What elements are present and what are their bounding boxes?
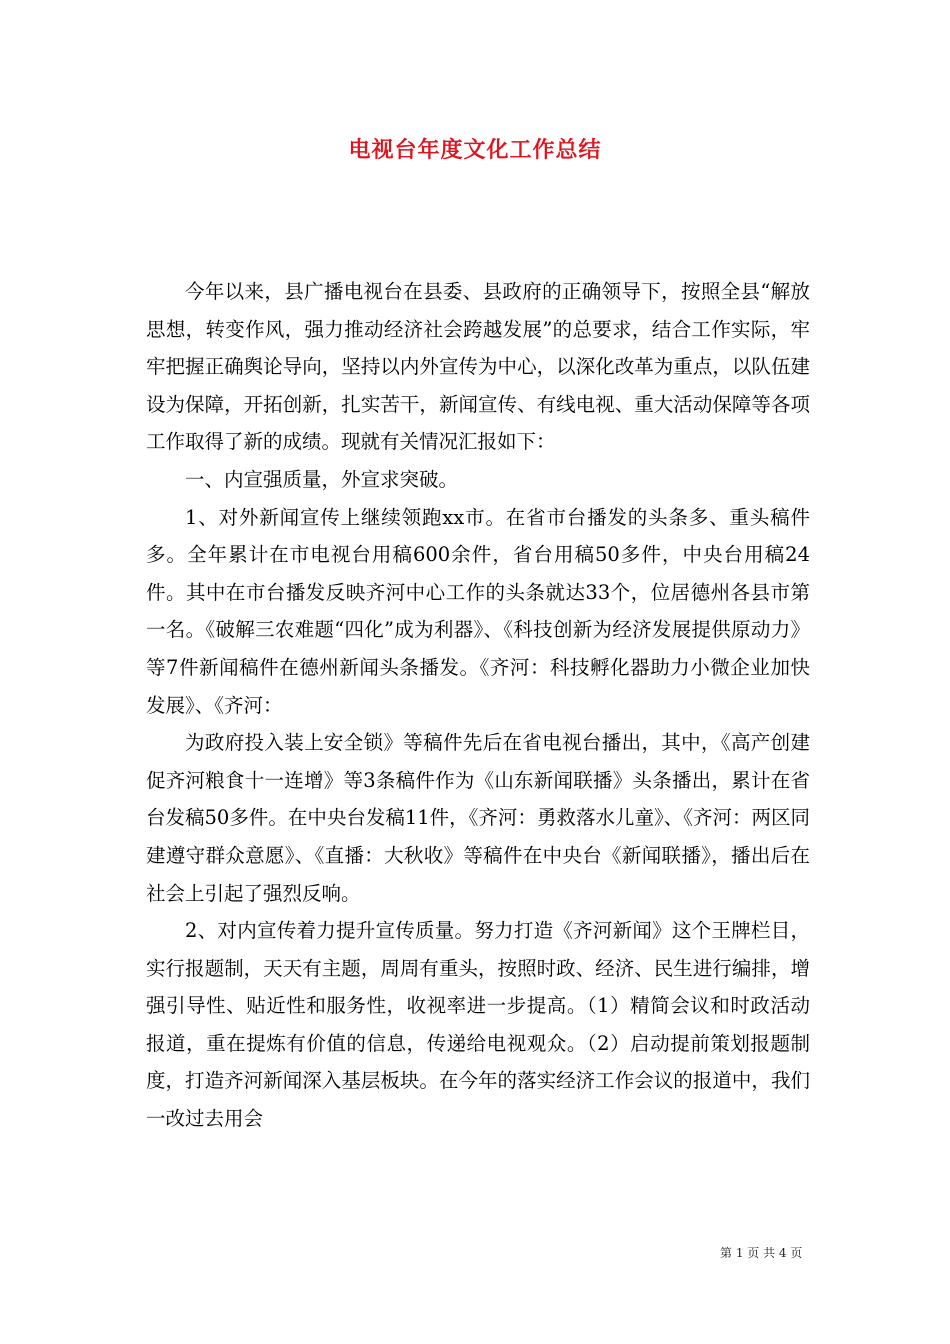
paragraph-section-heading: 一、内宣强质量，外宣求突破。	[185, 467, 459, 491]
document-body	[146, 273, 810, 1138]
paragraph-provincial-broadcast: 为政府投入装上安全锁》等稿件先后在省电视台播出，其中，《高产创建促齐河粮食十一连增》等3条稿件作为《山东新闻联播》头条播出，累计在省台发稿50多件。在中央台发稿11件，《齐河：勇救落水儿童》、《齐河：两区同建遵守群众意愿》、《直播：大秋收》等稿件在中央台《新闻联播》，播出后在社会上引起了强烈反响。	[146, 731, 810, 905]
paragraph-external-publicity: 1、对外新闻宣传上继续领跑xx市。在省市台播发的头条多、重头稿件多。全年累计在市电视台用稿600余件，省台用稿50多件，中央台用稿24件。其中在市台播发反映齐河中心工作的头条就达33个，位居德州各县市第一名。《破解三农难题“四化”成为利器》、《科技创新为经济发展提供原动力》等7件新闻稿件在德州新闻头条播发。《齐河：科技孵化器助力小微企业加快发展》、《齐河：	[146, 505, 810, 717]
document-title: 电视台年度文化工作总结	[348, 137, 602, 163]
paragraph-internal-publicity: 2、对内宣传着力提升宣传质量。努力打造《齐河新闻》这个王牌栏目，实行报题制，天天有主题，周周有重头，按照时政、经济、民生进行编排，增强引导性、贴近性和服务性，收视率进一步提高。（1）精简会议和时政活动报道，重在提炼有价值的信息，传递给电视观众。（2）启动提前策划报题制度，打造齐河新闻深入基层板块。在今年的落实经济工作会议的报道中，我们一改过去用会	[146, 919, 810, 1131]
page-number-footer: 第 1 页 共 4 页	[720, 1246, 803, 1260]
paragraph-intro: 今年以来，县广播电视台在县委、县政府的正确领导下，按照全县“解放思想，转变作风，强力推动经济社会跨越发展”的总要求，结合工作实际，牢牢把握正确舆论导向，坚持以内外宣传为中心，以深化改革为重点，以队伍建设为保障，开拓创新，扎实苦干，新闻宣传、有线电视、重大活动保障等各项工作取得了新的成绩。现就有关情况汇报如下：	[146, 280, 810, 454]
